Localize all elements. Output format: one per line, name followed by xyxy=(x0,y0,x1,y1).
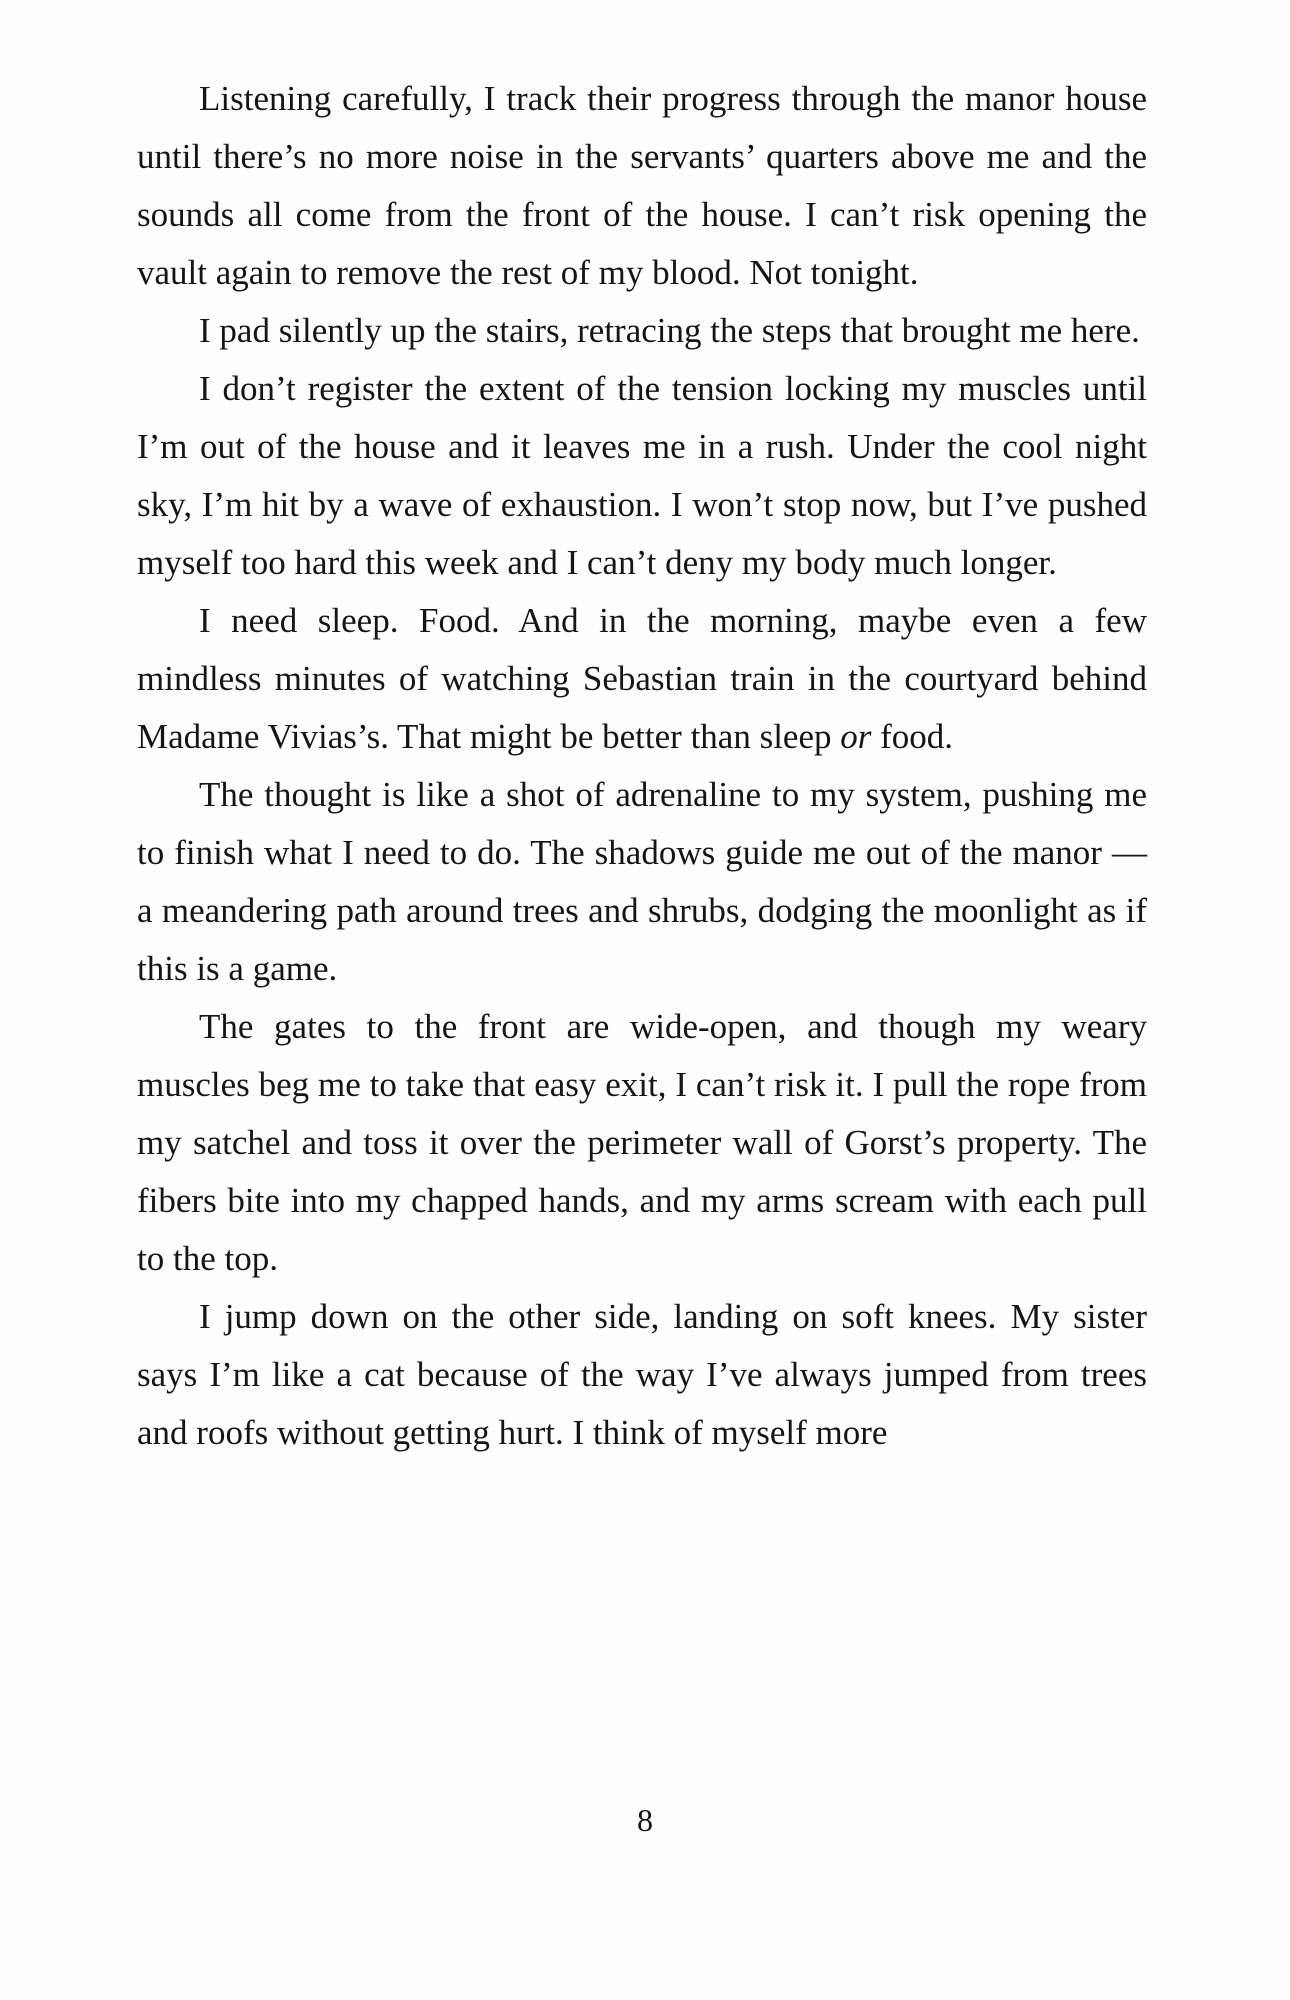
paragraph xyxy=(137,592,1147,766)
paragraph: The thought is like a shot of adrenaline to my system, pushing me to finish what I need to do. The shadows guide me out of the manor — a meandering path around trees and shrubs, dodging the moonlight as if this is a game. xyxy=(137,775,1147,988)
paragraph: Listening carefully, I track their progress through the manor house until there’s no more noise in the servants’ quarters above me and the sounds all come from the front of the house. I can’t risk opening the vault again to remove the rest of my blood. Not tonight. xyxy=(137,79,1147,292)
paragraph: I pad silently up the stairs, retracing the steps that brought me here. xyxy=(199,311,1140,350)
page-number: 8 xyxy=(637,1802,653,1838)
paragraph-text: I need sleep. Food. And in the morning, maybe even a few mindless minutes of watching Sebastian train in the courtyard behind Madame Vivias’s. That might be better than sleep xyxy=(137,601,1147,756)
paragraph: The gates to the front are wide-open, and though my weary muscles beg me to take that easy exit, I can’t risk it. I pull the rope from my satchel and toss it over the perimeter wall of Gorst’s property. The fibers bite into my chapped hands, and my arms scream with each pull to the top. xyxy=(137,1007,1147,1278)
paragraph: I don’t register the extent of the tension locking my muscles until I’m out of the house and it leaves me in a rush. Under the cool night sky, I’m hit by a wave of exhaustion. I won’t stop now, but I’ve pushed myself too hard this week and I can’t deny my body much longer. xyxy=(137,369,1147,582)
paragraph: I jump down on the other side, landing on soft knees. My sister says I’m like a cat because of the way I’ve always jumped from trees and roofs without getting hurt. I think of myself more xyxy=(137,1297,1147,1452)
body-text xyxy=(137,70,1147,1462)
paragraph-text: food. xyxy=(871,717,954,756)
emphasis-text: or xyxy=(840,717,872,756)
